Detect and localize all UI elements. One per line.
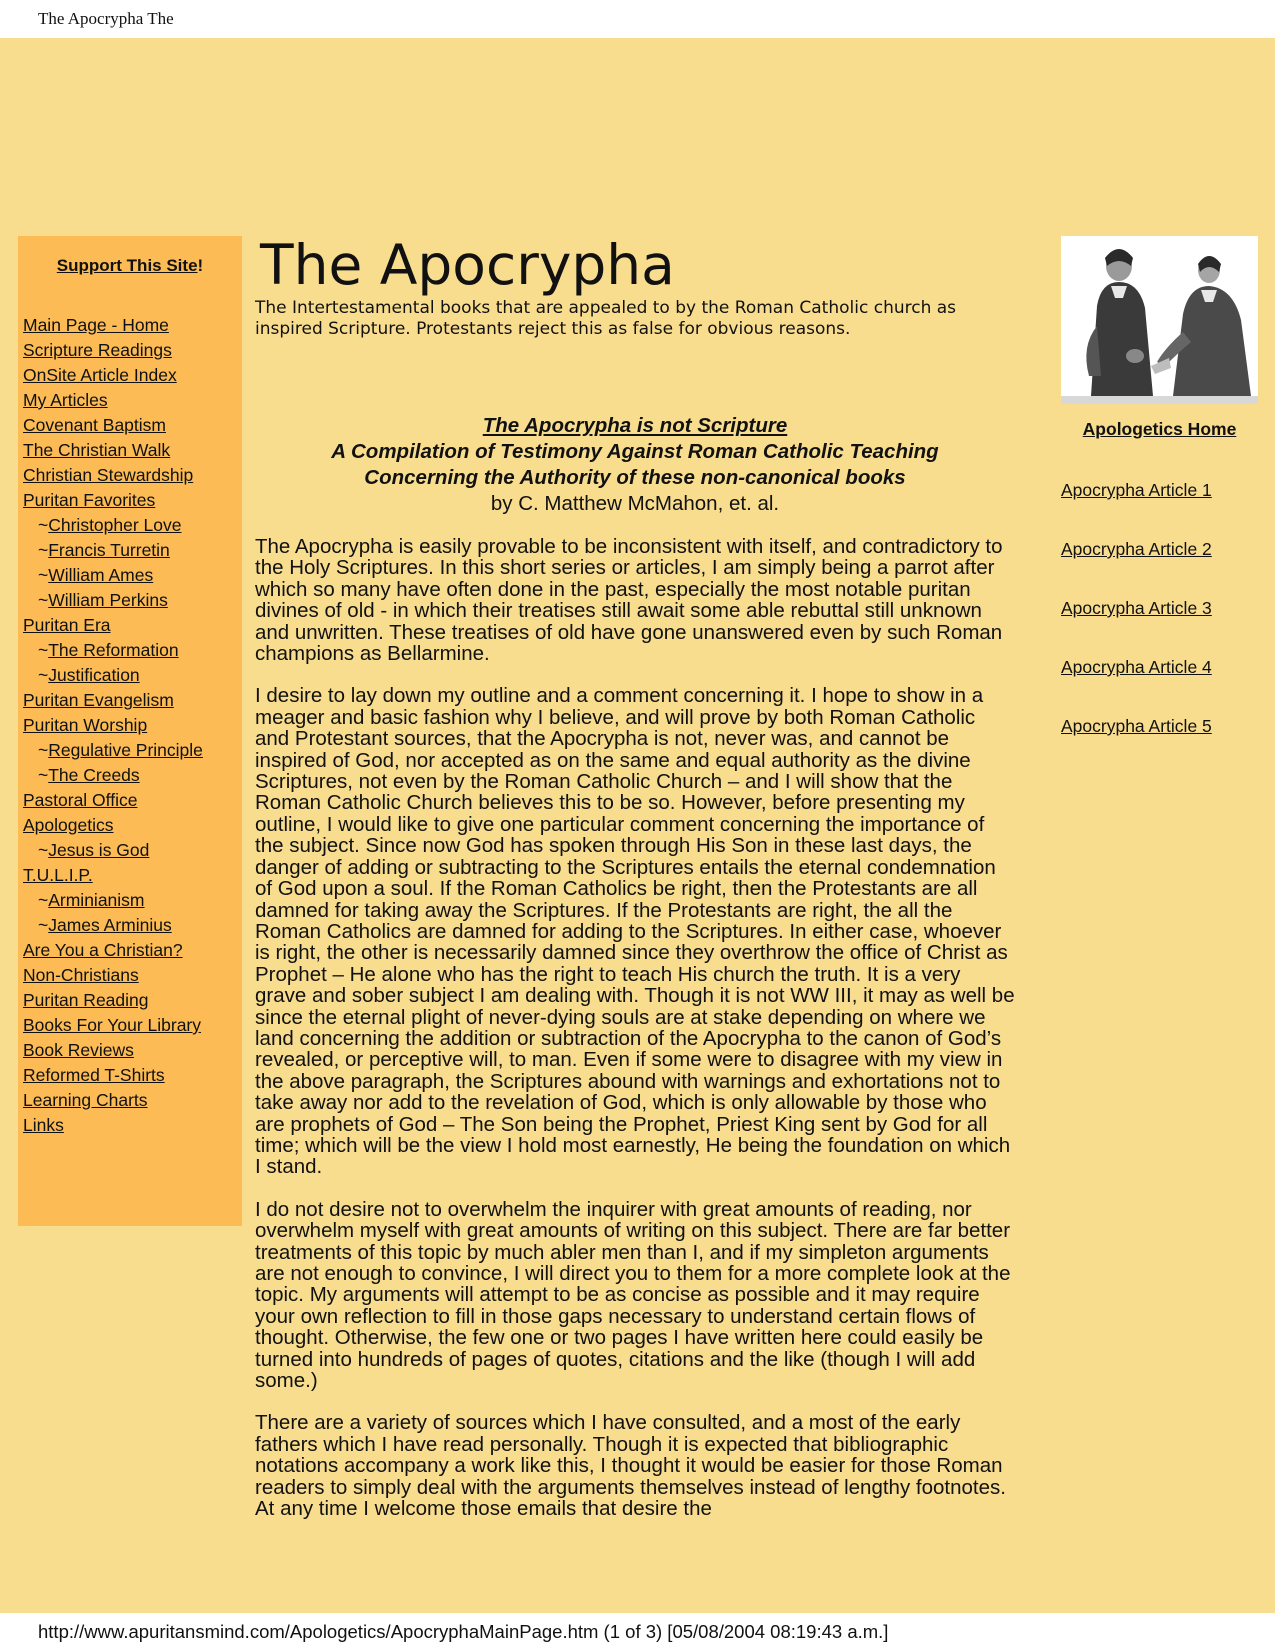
article-link-item <box>1061 598 1258 657</box>
apologetics-home-link[interactable]: Apologetics Home <box>1082 419 1237 439</box>
sidebar-link[interactable]: The Reformation <box>48 640 179 660</box>
sidebar-nav-item <box>23 613 203 638</box>
sidebar-nav-item <box>23 338 203 363</box>
sidebar-nav-item <box>23 1063 203 1088</box>
sidebar-link[interactable]: Covenant Baptism <box>23 415 166 435</box>
support-heading <box>18 256 242 276</box>
support-suffix: ! <box>197 256 204 275</box>
sidebar-nav-item <box>23 813 203 838</box>
sidebar-link[interactable]: William Ames <box>48 565 154 585</box>
sidebar-nav-item <box>23 738 203 763</box>
article-link-item <box>1061 539 1258 598</box>
page-subtitle: The Intertestamental books that are appealed to by the Roman Catholic church as inspired Scripture. Protestants reject this as false for obvious reasons. <box>255 298 957 339</box>
sidebar-link[interactable]: James Arminius <box>48 915 172 935</box>
page-body <box>0 38 1275 1613</box>
sidebar-nav <box>23 313 203 1138</box>
sidebar-link[interactable]: My Articles <box>23 390 108 410</box>
article-links <box>1061 480 1258 775</box>
sidebar-nav-item <box>23 488 203 513</box>
sidebar-link[interactable]: Apologetics <box>23 815 114 835</box>
apocrypha-article-3-link[interactable]: Apocrypha Article 3 <box>1061 598 1212 618</box>
apologetics-home <box>1061 419 1258 440</box>
sub-item-tilde: ~ <box>38 540 49 560</box>
sub-item-tilde: ~ <box>38 640 49 660</box>
print-header-title: The Apocrypha The <box>38 9 174 28</box>
article-link-item <box>1061 716 1258 775</box>
sub-item-tilde: ~ <box>38 765 49 785</box>
sidebar-link[interactable]: Links <box>23 1115 64 1135</box>
sidebar-nav-item <box>23 663 203 688</box>
sub-item-tilde: ~ <box>38 565 49 585</box>
sidebar-nav-item <box>23 438 203 463</box>
article-link-item <box>1061 657 1258 716</box>
print-footer-url: http://www.apuritansmind.com/Apologetics/ApocryphaMainPage.htm (1 of 3) [05/08/2004 08:19:43 a.m.] <box>38 1621 889 1642</box>
sub-item-tilde: ~ <box>38 915 49 935</box>
sidebar-link[interactable]: Scripture Readings <box>23 340 172 360</box>
sidebar-nav-item <box>23 1088 203 1113</box>
heading-line-1: The Apocrypha is not Scripture <box>482 414 788 437</box>
sidebar-nav-item <box>23 1038 203 1063</box>
sidebar-link[interactable]: Puritan Favorites <box>23 490 156 510</box>
sidebar-nav-item <box>23 863 203 888</box>
sub-item-tilde: ~ <box>38 840 49 860</box>
sidebar-nav-item <box>23 413 203 438</box>
apocrypha-article-5-link[interactable]: Apocrypha Article 5 <box>1061 716 1212 736</box>
sub-item-tilde: ~ <box>38 890 49 910</box>
sub-item-tilde: ~ <box>38 665 49 685</box>
page-title: The Apocrypha <box>260 233 675 297</box>
sidebar-link[interactable]: Books For Your Library <box>23 1015 202 1035</box>
sidebar-link[interactable]: Puritan Era <box>23 615 111 635</box>
sidebar-link[interactable]: The Creeds <box>48 765 140 785</box>
sidebar-link[interactable]: The Christian Walk <box>23 440 171 460</box>
main-content <box>255 234 1015 1540</box>
sidebar-nav-item <box>23 363 203 388</box>
sidebar-nav-item <box>23 763 203 788</box>
print-footer <box>0 1613 1275 1651</box>
right-sidebar <box>1061 236 1258 775</box>
sub-item-tilde: ~ <box>38 740 49 760</box>
sub-item-tilde: ~ <box>38 515 49 535</box>
paragraph: There are a variety of sources which I have consulted, and a most of the early fathers which I have read personally. Though it is expected that bibliographic notations accompany a work like this, I thought it would be easier for those Roman readers to simply deal with the arguments themselves instead of lengthy footnotes. At any time I welcome those emails that desire the <box>255 1411 1006 1521</box>
article-heading <box>255 413 1015 517</box>
sidebar-nav-item <box>23 638 203 663</box>
article-body <box>255 536 1015 1519</box>
sidebar-nav-item <box>23 463 203 488</box>
sidebar-link[interactable]: Are You a Christian? <box>23 940 183 960</box>
sidebar-nav-item <box>23 513 203 538</box>
sidebar-link[interactable]: Pastoral Office <box>23 790 138 810</box>
sidebar-link[interactable]: Puritan Reading <box>23 990 149 1010</box>
sidebar-link[interactable]: Christian Stewardship <box>23 465 194 485</box>
sidebar-nav-item <box>23 888 203 913</box>
heading-line-2: A Compilation of Testimony Against Roman Catholic Teaching <box>331 440 939 463</box>
sub-item-tilde: ~ <box>38 590 49 610</box>
sidebar-link[interactable]: Francis Turretin <box>48 540 170 560</box>
heading-line-3: Concerning the Authority of these non-canonical books <box>364 466 906 489</box>
sidebar-nav-item <box>23 838 203 863</box>
apocrypha-article-2-link[interactable]: Apocrypha Article 2 <box>1061 539 1212 559</box>
sidebar-nav-item <box>23 1113 203 1138</box>
sidebar-link[interactable]: Puritan Evangelism <box>23 690 174 710</box>
byline: by C. Matthew McMahon, et. al. <box>490 492 780 515</box>
print-header <box>0 0 1275 38</box>
sidebar-nav-item <box>23 913 203 938</box>
paragraph: The Apocrypha is easily provable to be inconsistent with itself, and contradictory to the Holy Scriptures. In this short series or articles, I am simply being a parrot after which so many have often done in the past, especially the most notable puritan divines of old - in which their treatises still await some able rebuttal still unknown and unwritten. These treatises of old have gone unanswered even by such Roman champions as Bellarmine. <box>255 535 1003 666</box>
sidebar-link[interactable]: Christopher Love <box>48 515 182 535</box>
sidebar-nav-item <box>23 388 203 413</box>
support-link[interactable]: Support This Site <box>56 256 198 275</box>
sidebar-nav-item <box>23 313 203 338</box>
sidebar-nav-item <box>23 1013 203 1038</box>
sidebar-link[interactable]: Book Reviews <box>23 1040 134 1060</box>
sidebar <box>18 236 242 1226</box>
sidebar-link[interactable]: Jesus is God <box>48 840 150 860</box>
sidebar-link[interactable]: Main Page - Home <box>23 315 169 335</box>
sidebar-nav-item <box>23 713 203 738</box>
sidebar-nav-item <box>23 938 203 963</box>
paragraph: I desire to lay down my outline and a comment concerning it. I hope to show in a meager and basic fashion why I believe, and will prove by both Roman Catholic and Protestant sources, that the Apocrypha is not, never was, and cannot be inspired of God, nor accepted as on the same and equal authority as the divine Scriptures, not even by the Roman Catholic Church – and I will show that the Roman Catholic Church believes this to be so. However, before presenting my outline, I would like to give one particular comment concerning the importance of the subject. Since now God has spoken through His Son in these last days, the danger of adding or subtracting to the Scriptures entails the eternal condemnation of God upon a soul. If the Roman Catholics be right, then the Protestants are all damned for taking away the Scriptures. If the Protestants are right, the all the Roman Catholics are damned for adding to the Scriptures. In either case, whoever is right, the other is necessarily damned since they overthrow the office of Christ as Prophet – He alone who has the right to teach His church the truth. It is a very grave and sober subject I am dealing with. Though it is not WW III, it may as well be since the eternal plight of never-dying souls are at stake depending on where we land concerning the addition or subtraction of the Apocrypha to the canon of God’s revealed, or perceptive will, to man. Even if some were to disagree with my view in the above paragraph, the Scriptures abound with warnings and exhortations not to take away nor add to the revelation of God, which is only allowable by those who are prophets of God – The Son being the Prophet, Priest King sent by God for all time; which will be the view I hold most earnestly, He being the foundation on which I stand. <box>255 684 1015 1179</box>
sidebar-link[interactable]: T.U.L.I.P. <box>23 865 93 885</box>
article-link-item <box>1061 480 1258 539</box>
apocrypha-article-1-link[interactable]: Apocrypha Article 1 <box>1061 480 1212 500</box>
sidebar-nav-item <box>23 988 203 1013</box>
sidebar-nav-item <box>23 563 203 588</box>
puritans-portrait-image <box>1061 236 1258 404</box>
sidebar-nav-item <box>23 688 203 713</box>
sidebar-nav-item <box>23 788 203 813</box>
apocrypha-article-4-link[interactable]: Apocrypha Article 4 <box>1061 657 1212 677</box>
sidebar-link[interactable]: William Perkins <box>48 590 168 610</box>
sidebar-nav-item <box>23 538 203 563</box>
sidebar-link[interactable]: Learning Charts <box>23 1090 148 1110</box>
sidebar-link[interactable]: Justification <box>48 665 140 685</box>
sidebar-link[interactable]: OnSite Article Index <box>23 365 177 385</box>
sidebar-link[interactable]: Puritan Worship <box>23 715 148 735</box>
sidebar-nav-item <box>23 963 203 988</box>
sidebar-link[interactable]: Reformed T-Shirts <box>23 1065 165 1085</box>
sidebar-nav-item <box>23 588 203 613</box>
paragraph: I do not desire not to overwhelm the inquirer with great amounts of reading, nor overwhelm myself with great amounts of writing on this subject. There are far better treatments of this topic by much abler men than I, and if my simpleton arguments are not enough to convince, I will direct you to them for a more complete look at the topic. My arguments will attempt to be as concise as possible and it may require your own reflection to fill in those gaps necessary to understand certain flows of thought. Otherwise, the few one or two pages I have written here could easily be turned into hundreds of pages of quotes, citations and the like (though I will add some.) <box>255 1197 1011 1393</box>
sidebar-link[interactable]: Non-Christians <box>23 965 139 985</box>
sidebar-link[interactable]: Regulative Principle <box>48 740 203 760</box>
sidebar-link[interactable]: Arminianism <box>48 890 145 910</box>
